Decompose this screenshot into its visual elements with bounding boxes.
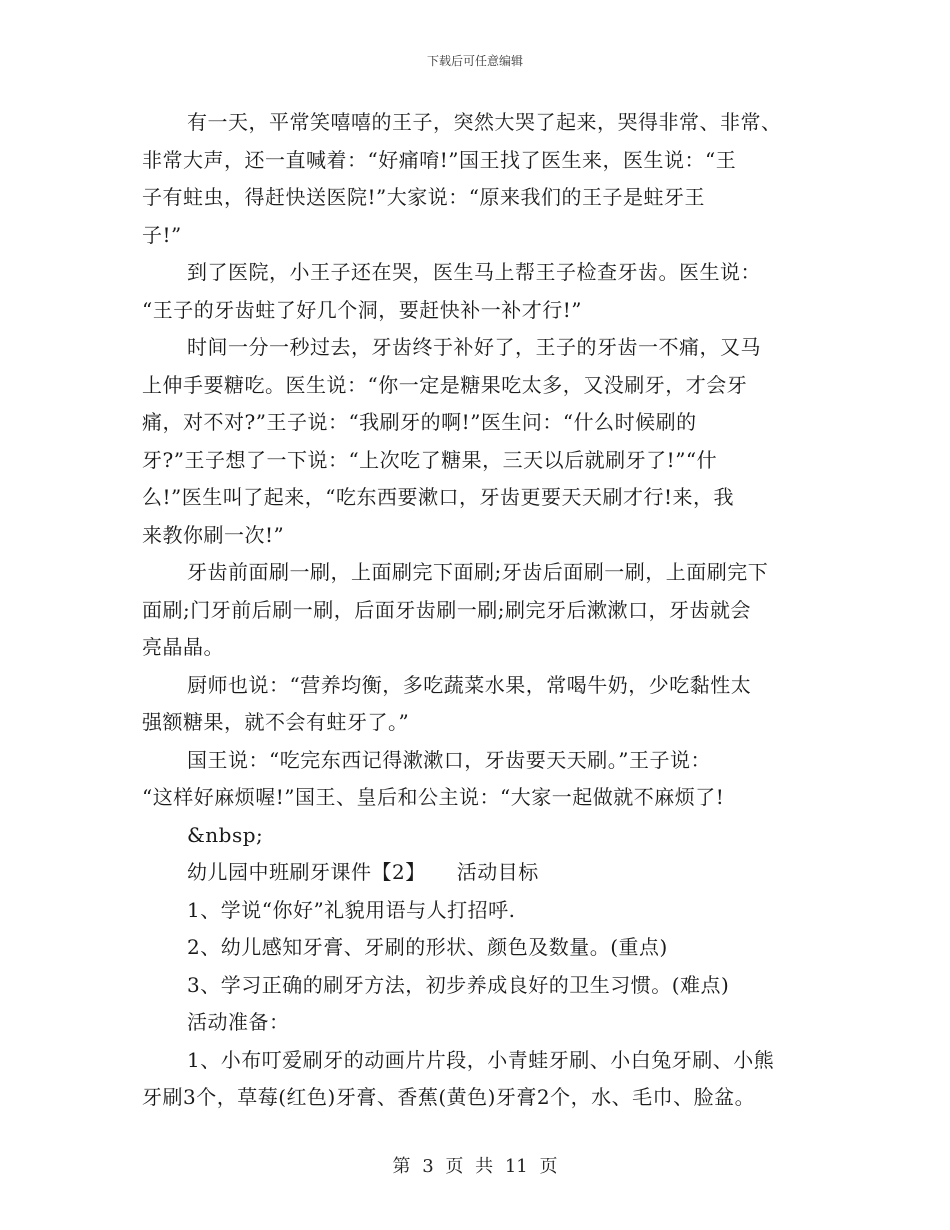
text-line: &nbsp;: [187, 822, 264, 847]
text-line: 到了医院，小王子还在哭，医生马上帮王子检查牙齿。医生说：: [187, 260, 761, 284]
text-line: 上伸手要糖吃。医生说：“你一定是糖果吃太多，又没刷牙，才会牙: [142, 372, 748, 397]
list-item: 3、学习正确的刷牙方法，初步养成良好的卫生习惯。(难点): [187, 972, 730, 997]
text-line: 非常大声，还一直喊着：“好痛唷!”国王找了医生来，医生说：“王: [142, 147, 737, 172]
text-line: 子有蛀虫，得赶快送医院!”大家说：“原来我们的王子是蛀牙王: [142, 185, 705, 209]
text-line: 强额糖果，就不会有蛀牙了。”: [142, 710, 410, 734]
text-line: 厨师也说：“营养均衡，多吃蔬菜水果，常喝牛奶，少吃黏性太: [187, 672, 752, 697]
text-line: 面刷;门牙前后刷一刷，后面牙齿刷一刷;刷完牙后漱漱口，牙齿就会: [142, 597, 751, 622]
text-line: 亮晶晶。: [142, 635, 224, 659]
section-heading: 活动准备：: [187, 1010, 290, 1034]
text-line: 国王说：“吃完东西记得漱漱口，牙齿要天天刷。”王子说：: [187, 747, 711, 772]
list-item: 1、小布叮爱刷牙的动画片片段，小青蛙牙刷、小白兔牙刷、小熊: [187, 1047, 775, 1072]
section-heading: 幼儿园中班刷牙课件【2】 活动目标: [187, 860, 539, 884]
text-line: 有一天，平常笑嘻嘻的王子，突然大哭了起来，哭得非常、非常、: [187, 110, 782, 134]
text-line: 时间一分一秒过去，牙齿终于补好了，王子的牙齿一不痛，又马: [187, 335, 761, 359]
text-line: 牙刷3个，草莓(红色)牙膏、香蕉(黄色)牙膏2个，水、毛巾、脸盆。: [142, 1085, 756, 1109]
text-line: 子!”: [142, 222, 182, 247]
text-line: 来教你刷一次!”: [142, 522, 285, 547]
document-body: [142, 104, 810, 1117]
page-header: 下载后可任意编辑: [426, 54, 523, 68]
text-line: 痛，对不对?”王子说：“我刷牙的啊!”医生问：“什么时候刷的: [142, 410, 697, 434]
text-line: “这样好麻烦喔!”国王、皇后和公主说：“大家一起做就不麻烦了!: [142, 785, 725, 809]
text-line: “王子的牙齿蛀了好几个洞，要赶快补一补才行!”: [142, 297, 582, 322]
list-item: 1、学说“你好”礼貌用语与人打招呼.: [187, 897, 516, 922]
list-item: 2、幼儿感知牙膏、牙刷的形状、颜色及数量。(重点): [187, 935, 668, 959]
text-line: 么!”医生叫了起来，“吃东西要漱口，牙齿更要天天刷才行!来，我: [142, 485, 735, 509]
text-line: 牙齿前面刷一刷，上面刷完下面刷;牙齿后面刷一刷，上面刷完下: [187, 560, 769, 584]
text-line: 牙?”王子想了一下说：“上次吃了糖果，三天以后就刷牙了!”“什: [142, 447, 718, 472]
page-footer: 第 3 页 共 11 页: [392, 1156, 558, 1177]
